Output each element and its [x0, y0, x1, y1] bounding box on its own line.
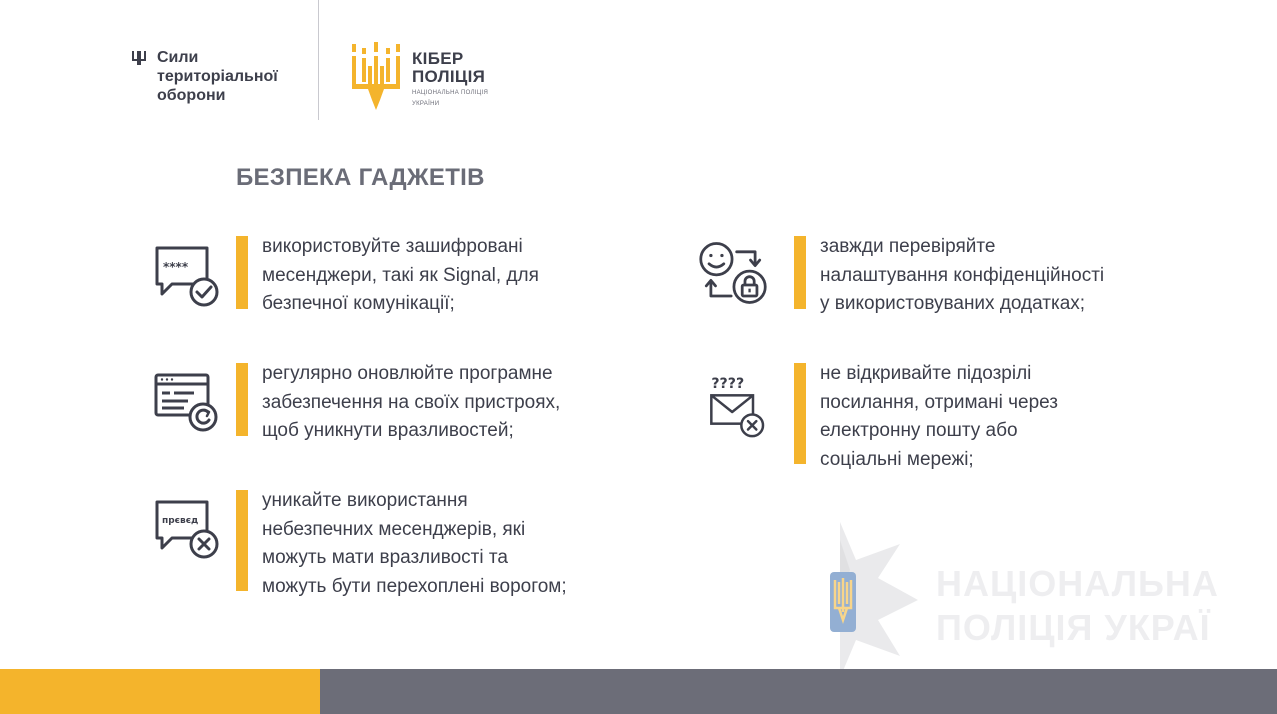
encrypted-chat-icon: [150, 241, 220, 311]
police-watermark: [936, 562, 1219, 650]
tip-line: налаштування конфіденційності: [820, 264, 1105, 286]
tro-logo: [131, 48, 278, 105]
trident-icon: [131, 50, 147, 66]
tip-line: регулярно оновлюйте програмне: [262, 363, 553, 384]
tip-update-software: [236, 363, 560, 446]
tip-line: можуть мати вразливості та: [262, 547, 508, 568]
cyber-trident-icon: [350, 42, 402, 112]
icon-word: прєвєд: [162, 516, 199, 526]
cyber-sub-1: НАЦІОНАЛЬНА ПОЛІЦІЯ: [412, 90, 489, 96]
tip-accent-bar: [236, 363, 248, 436]
footer-bar-yellow: [0, 669, 320, 714]
header-divider: [318, 0, 319, 120]
tip-line: можуть бути перехоплені ворогом;: [262, 575, 567, 597]
tip-line: забезпечення на своїх пристроях,: [262, 391, 561, 413]
tip-line: небезпечних месенджерів, які: [262, 518, 526, 540]
tip-line: у використовуваних додатках;: [820, 293, 1086, 314]
software-update-icon: [150, 368, 220, 438]
tip-line: використовуйте зашифровані: [262, 236, 523, 257]
tip-line: соціальні мережі;: [820, 448, 974, 470]
tip-line: уникайте використання: [262, 490, 468, 511]
tip-accent-bar: [794, 363, 806, 464]
tip-accent-bar: [236, 236, 248, 309]
cyber-police-logo: [350, 42, 488, 112]
page-title: БЕЗПЕКА ГАДЖЕТІВ: [236, 164, 485, 191]
tip-unsafe-messengers: [236, 490, 567, 601]
suspicious-email-icon: [703, 372, 773, 442]
tip-line: безпечної комунікації;: [262, 293, 455, 314]
tip-suspicious-links: [794, 363, 1058, 474]
tip-encrypted-messengers: [236, 236, 539, 319]
police-star-emblem: [826, 520, 922, 680]
cyber-sub-2: УКРАЇНИ: [412, 101, 440, 107]
cyber-word-2: ПОЛІЦІЯ: [412, 67, 486, 86]
privacy-settings-icon: [698, 238, 768, 308]
tip-line: електронну пошту або: [820, 420, 1018, 441]
icon-stars: ****: [163, 260, 189, 274]
tro-line-1: Сили: [157, 49, 199, 66]
tro-line-2: територіальної: [157, 68, 278, 85]
tip-line: посилання, отримані через: [820, 391, 1059, 413]
tip-accent-bar: [794, 236, 806, 309]
tip-accent-bar: [236, 490, 248, 591]
watermark-line-2: ПОЛІЦІЯ УКРАЇ: [936, 607, 1211, 648]
tro-line-3: оборони: [157, 87, 226, 104]
unsafe-chat-icon: [150, 495, 220, 565]
footer-bar-gray: [320, 669, 1277, 714]
tip-line: не відкривайте підозрілі: [820, 363, 1032, 384]
cyber-word-1: КІБЕР: [412, 49, 464, 68]
tip-privacy-settings: [794, 236, 1104, 319]
tip-line: месенджери, такі як Signal, для: [262, 264, 539, 286]
tip-line: завжди перевіряйте: [820, 236, 996, 257]
watermark-line-1: НАЦІОНАЛЬНА: [936, 563, 1219, 604]
icon-question-marks: ????: [711, 375, 745, 392]
tip-line: щоб уникнути вразливостей;: [262, 420, 514, 441]
